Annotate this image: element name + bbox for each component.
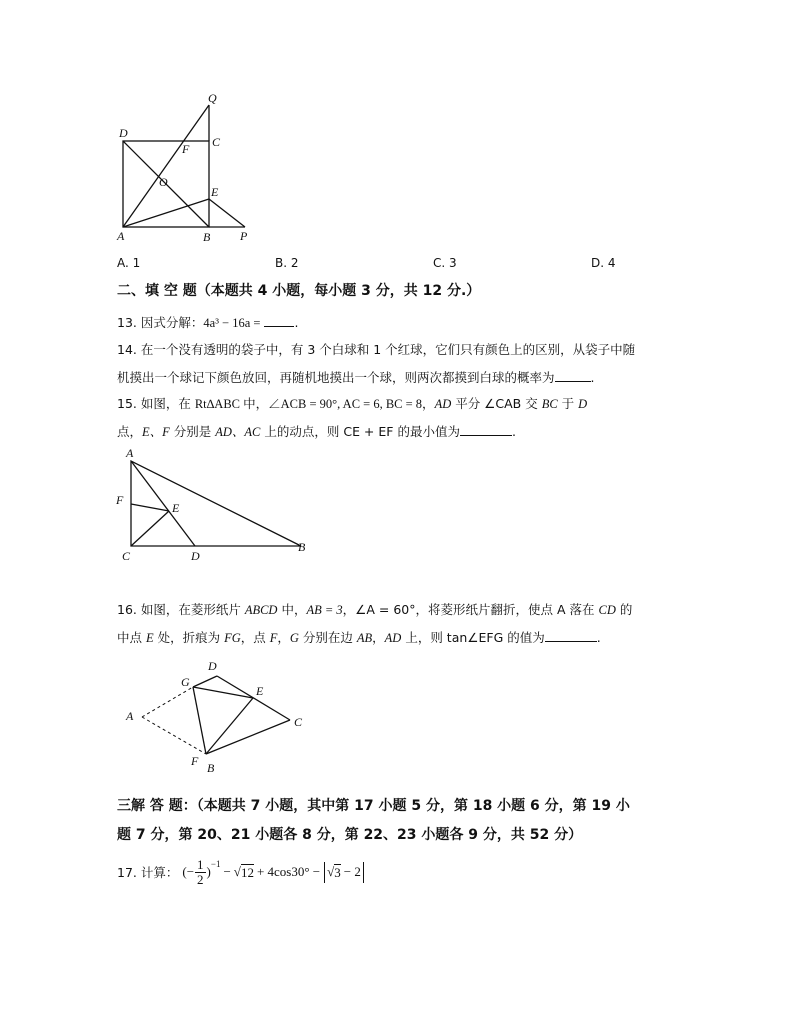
q14-end: .: [590, 370, 595, 385]
label-a: A: [126, 709, 134, 723]
q17-fraction: [195, 858, 206, 887]
q16-ab: AB: [356, 631, 373, 645]
figure-square: [110, 88, 260, 248]
dashed-ag: [142, 687, 193, 717]
label-c: C: [294, 715, 303, 729]
question-16-line-1: [117, 600, 632, 618]
label-d: D: [208, 659, 217, 673]
q16-text-2a: 中点: [117, 630, 146, 645]
line-ae: [123, 199, 209, 227]
label-p: P: [240, 229, 248, 243]
q16-text-2g: ，: [277, 630, 290, 645]
q16-text-2c: 处，折痕为: [153, 630, 225, 645]
label-c: C: [212, 135, 221, 149]
label-a: A: [126, 446, 134, 460]
question-16-line-2: [117, 628, 601, 646]
q15-bc: BC: [541, 397, 558, 411]
q14-text: 机摸出一个球记下颜色放回，再随机地摸出一个球，则两次都摸到白球的概率为: [117, 370, 555, 385]
question-15-line-2: [117, 422, 516, 440]
q13-answer-blank[interactable]: [264, 314, 294, 327]
dashed-af: [142, 717, 206, 754]
segment-ad: [131, 461, 195, 546]
q17-sqrt-sign: √: [233, 864, 241, 879]
q17-sqrt-12: 12: [240, 864, 254, 880]
segment-dc: [217, 676, 290, 720]
q16-text-2k: ，: [372, 630, 385, 645]
q15-ef: E、F: [142, 425, 170, 439]
q16-ad: AD: [384, 631, 402, 645]
section-3-title-line-1: 三解 答 题：（本题共 7 小题，其中第 17 小题 5 分，第 18 小题 6 分，第 19 小: [117, 798, 630, 814]
q15-end: .: [511, 424, 516, 439]
q16-fg: FG: [224, 631, 241, 645]
q17-plus-cos: + 4cos30° −: [256, 864, 321, 879]
q15-text-2e: 上的动点，则 CE + EF 的最小值为: [260, 424, 460, 439]
q16-text-c: 中，: [277, 602, 307, 617]
q16-text-g: 的: [615, 602, 633, 617]
fold-line-gf: [193, 687, 206, 754]
q16-text-e: ，∠A = 60°，将菱形纸片翻折，使点 A 落在: [342, 602, 599, 617]
label-e: E: [172, 501, 180, 515]
label-f: F: [116, 493, 124, 507]
section-3-title-line-2: 题 7 分，第 20、21 小题各 8 分，第 22、23 小题各 9 分，共 52 分）: [117, 827, 583, 843]
label-c: C: [122, 549, 131, 563]
line-aq: [123, 105, 209, 227]
q16-answer-blank[interactable]: [545, 629, 597, 642]
q14-answer-blank[interactable]: [555, 369, 591, 382]
question-13: [117, 313, 298, 331]
label-g: G: [181, 675, 190, 689]
label-b: B: [203, 230, 211, 244]
label-f: F: [182, 142, 190, 156]
figure-right-triangle: [112, 442, 322, 567]
segment-cb: [206, 720, 290, 754]
q16-f: F: [269, 631, 278, 645]
label-a: A: [117, 229, 125, 243]
q17-exponent: −1: [210, 859, 221, 869]
question-15-line-1: [117, 394, 587, 412]
q15-text-2a: 点，: [117, 424, 143, 439]
q15-d: D: [578, 397, 588, 411]
q15-ad-ac: AD、AC: [215, 425, 261, 439]
label-b: B: [298, 540, 306, 554]
q15-text-d: 平分 ∠CAB 交: [451, 396, 542, 411]
q17-minus-2: − 2: [343, 864, 361, 879]
option-c[interactable]: C. 3: [433, 256, 457, 270]
q16-e: E: [145, 631, 154, 645]
question-14-line-2: [117, 368, 595, 386]
segment-ep: [209, 199, 245, 227]
q17-prefix: 17. 计算：: [117, 865, 179, 880]
q17-close-paren: ): [206, 864, 211, 879]
segment-fe: [206, 698, 253, 754]
question-14-line-1: 14. 在一个没有透明的袋子中，有 3 个白球和 1 个红球，它们只有颜色上的区别，从袋子中随: [117, 342, 636, 357]
q15-math-a: Rt∆ABC 中，∠ACB = 90°, AC = 6, BC = 8，: [194, 397, 435, 411]
segment-gd: [193, 676, 217, 687]
option-a[interactable]: A. 1: [117, 256, 141, 270]
q15-text-2c: 分别是: [169, 424, 216, 439]
label-q: Q: [208, 91, 217, 105]
q16-end: .: [596, 630, 601, 645]
figure-rhombus-fold: [120, 655, 320, 780]
q17-open-paren: (−: [182, 864, 195, 879]
segment-fe: [131, 504, 169, 511]
q16-text-2e: ，点: [240, 630, 270, 645]
label-d: D: [119, 126, 128, 140]
option-b[interactable]: B. 2: [275, 256, 299, 270]
q13-expression: 4a³ − 16a =: [203, 316, 261, 330]
q16-cd: CD: [598, 603, 616, 617]
label-e: E: [211, 185, 219, 199]
triangle-acb: [131, 461, 301, 546]
q16-text-2m: 上，则 tan∠EFG 的值为: [401, 630, 545, 645]
q16-text-2i: 分别在边: [298, 630, 357, 645]
q15-text-a: 15. 如图，在: [117, 396, 195, 411]
label-e: E: [256, 684, 264, 698]
q17-abs-value: [324, 862, 364, 883]
label-d: D: [191, 549, 200, 563]
question-17: [117, 854, 364, 890]
label-b: B: [207, 761, 215, 775]
label-f: F: [191, 754, 199, 768]
section-2-title: 二、填 空 题（本题共 4 小题，每小题 3 分，共 12 分.）: [117, 283, 481, 299]
segment-ce: [131, 511, 169, 546]
q16-ab-eq: AB = 3: [306, 603, 343, 617]
q17-sqrt-sign-2: √: [327, 864, 335, 879]
q13-number: 13.: [117, 315, 137, 330]
q16-abcd: ABCD: [244, 603, 278, 617]
q17-sqrt-3: 3: [334, 864, 341, 880]
q15-text-f: 于: [557, 396, 579, 411]
label-o: O: [159, 175, 168, 189]
q16-g: G: [289, 631, 299, 645]
q17-numerator: 1: [197, 856, 204, 872]
q15-ad: AD: [434, 397, 452, 411]
q17-denominator: 2: [197, 871, 204, 887]
q17-minus-1: −: [223, 864, 231, 879]
option-d[interactable]: D. 4: [591, 256, 616, 270]
q13-prefix: 因式分解：: [140, 315, 204, 330]
q16-text-a: 16. 如图，在菱形纸片: [117, 602, 245, 617]
q15-answer-blank[interactable]: [460, 423, 512, 436]
q13-end: .: [294, 315, 299, 330]
